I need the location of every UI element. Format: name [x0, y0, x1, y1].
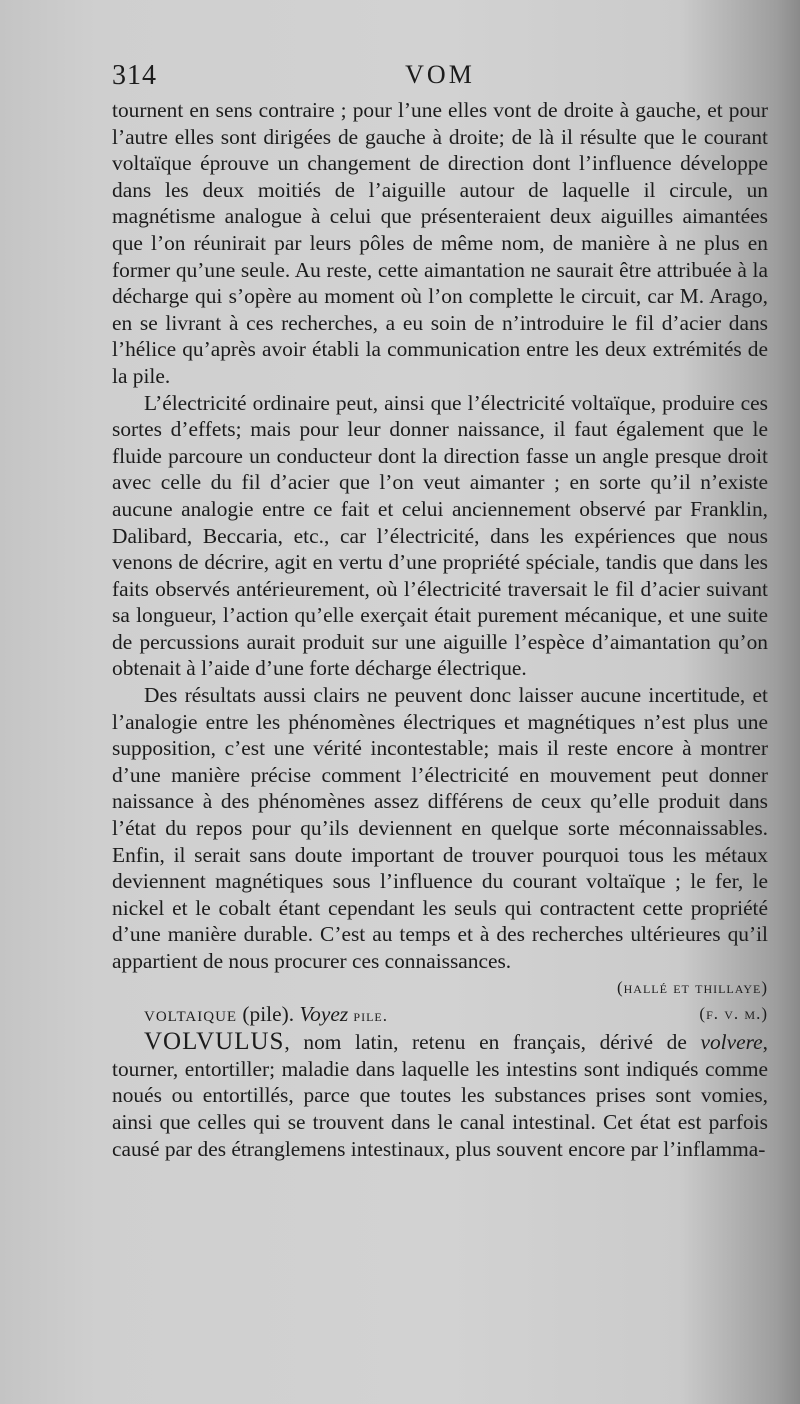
- entry-volvulus-text-a: , nom latin, retenu en français, dérivé de: [284, 1030, 701, 1055]
- entry-signature: (f. v. m.): [699, 1003, 768, 1023]
- entry-voltaique-text: [112, 1001, 388, 1030]
- entry-headword: voltaique: [144, 1001, 238, 1026]
- running-head: VOM: [405, 60, 475, 89]
- paragraph-resultats: Des résultats aussi clairs ne peuvent donc laisser aucune incertitude, et l’analogie entre les phénomènes électriques et magnétiques n’est plus une supposition, c’est une vérité incontestable; mais il reste encore à montrer d’une manière précise comment l’électricité en mouvement peut donner naissance à des phénomènes assez différens de ceux qu’elle produit dans l’état du repos pour qu’ils deviennent en quelque sorte méconnaissables. Enfin, il serait sans doute important de trouver pourquoi tous les métaux deviennent magnétiques sous l’influence du courant voltaïque ; le fer, le nickel et le cobalt étant cependant les seuls qui contractent cette propriété d’une manière durable. C’est au temps et à des recherches ultérieures qu’il appartient de nous procurer ces connaissances.: [112, 683, 768, 973]
- entry-voltaique: [112, 1001, 768, 1030]
- entry-volvulus: [112, 1029, 768, 1162]
- paragraph-electricite-ordinaire: L’électricité ordinaire peut, ainsi que l’électricité voltaïque, produire ces sortes d’effets; mais pour leur donner naissance, il faut également que le fluide parcoure un conducteur dont la direction fasse un angle presque droit avec celle du fil d’acier que l’on veut aimanter ; en sorte qu’il n’existe aucune analogie entre ce fait et celui anciennement observé par Franklin, Dalibard, Beccaria, etc., car l’électricité, dans les expériences que nous venons de décrire, agit en vertu d’une propriété spéciale, tandis que dans les faits observés antérieurement, où l’électricité traversait le fil d’acier suivant sa longueur, l’action qu’elle exerçait était purement mécanique, et une suite de percussions aurait produit sur une aiguille l’espèce d’aimantation qu’on obtenait à l’aide d’une forte décharge électrique.: [112, 390, 768, 681]
- author-signature: (hallé et thillaye): [616, 977, 768, 997]
- page-body: [112, 97, 768, 1162]
- cross-reference-voyez: Voyez: [299, 1001, 349, 1026]
- page-number: 314: [112, 60, 157, 91]
- entry-volvulus-text-b: , tourner, entortiller; maladie dans laquelle les intestins sont indiqués comme noués ou entortillés, parce que toutes les substances prises sont vomies, ainsi que celles qui se trouvent dans le canal intestinal. Cet état est parfois causé par des étranglemens intestinaux, plus souvent encore par l’inflamma-: [112, 1030, 768, 1161]
- cross-reference-target: pile.: [348, 1005, 388, 1025]
- entry-headword-volvulus: VOLVULUS: [144, 1028, 285, 1056]
- entry-paren: (pile).: [237, 1001, 300, 1026]
- paragraph-continuation: tournent en sens contraire ; pour l’une elles vont de droite à gauche, et pour l’autre elles sont dirigées de gauche à droite; de là il résulte que le courant voltaïque éprouve un changement de direction dont l’influence développe dans les deux moitiés de l’aiguille autour de laquelle il circule, un magnétisme analogue à celui que présenteraient deux aiguilles aimantées que l’on réunirait par leurs pôles de même nom, de manière à ne plus en former qu’une seule. Au reste, cette aimantation ne saurait être attribuée à la décharge qui s’opère au moment où l’on complette le circuit, car M. Arago, en se livrant à ces recherches, a eu soin de n’introduire le fil d’acier dans l’hélice qu’après avoir établi la communication entre les deux extrémités de la pile.: [112, 98, 768, 388]
- entry-volvulus-etymology: volvere: [700, 1030, 763, 1055]
